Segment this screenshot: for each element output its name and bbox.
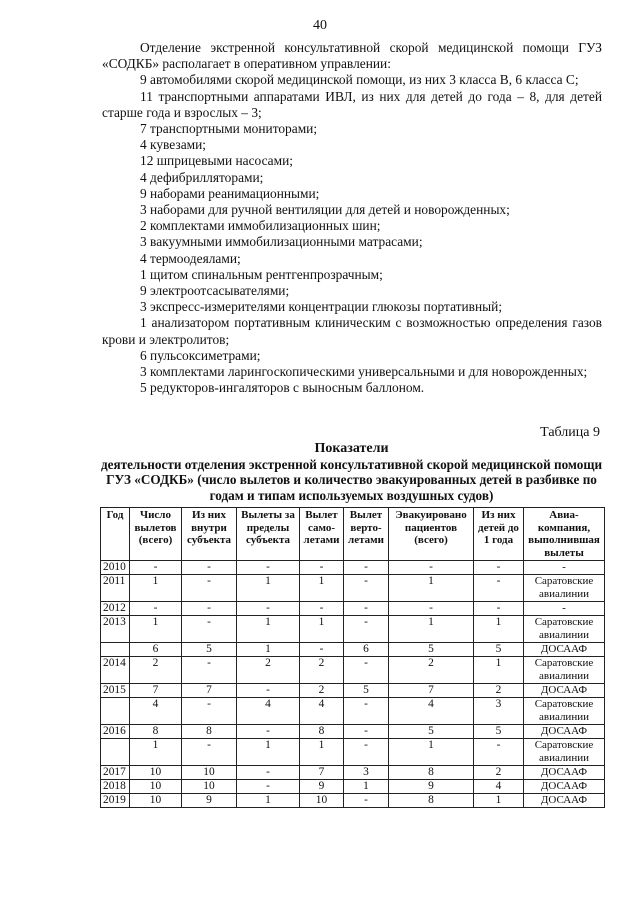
- table-cell: -: [389, 602, 474, 616]
- equipment-item: 3 комплектами ларингоскопическими универсальными и для новорожденных;: [140, 364, 588, 380]
- table-cell: -: [182, 739, 237, 766]
- table-body: [101, 561, 605, 808]
- page-number: 40: [313, 18, 327, 33]
- equipment-item: 2 комплектами иммобилизационных шин;: [140, 218, 381, 234]
- year-cell: 2015: [101, 684, 130, 698]
- year-cell: 2012: [101, 602, 130, 616]
- table-cell: 8: [182, 725, 237, 739]
- table-subtitle: деятельности отделения экстренной консультативной скорой медицинской помощи ГУЗ «СОДКБ» (число вылетов и количество эвакуированных детей в разбивке по годам и типам используемых воздушных судов): [100, 456, 603, 503]
- table-cell: 4: [237, 698, 300, 725]
- table-cell: 8: [300, 725, 344, 739]
- airline-cell: Саратовские авиалинии: [524, 698, 605, 725]
- table-cell: -: [237, 602, 300, 616]
- equipment-item: 3 наборами для ручной вентиляции для детей и новорожденных;: [140, 202, 510, 218]
- table-cell: 2: [474, 684, 524, 698]
- airline-cell: ДОСААФ: [524, 725, 605, 739]
- table-cell: 4: [389, 698, 474, 725]
- table-cell: 7: [182, 684, 237, 698]
- table-row: [101, 766, 605, 780]
- table-cell: -: [182, 698, 237, 725]
- table-row: [101, 725, 605, 739]
- table-cell: 1: [389, 575, 474, 602]
- airline-cell: ДОСААФ: [524, 794, 605, 808]
- table-cell: 1: [130, 575, 182, 602]
- table-cell: 2: [389, 657, 474, 684]
- equipment-item: 6 пульсоксиметрами;: [140, 347, 261, 363]
- table-cell: 1: [237, 575, 300, 602]
- flights-table: [100, 507, 605, 808]
- year-cell: 2019: [101, 794, 130, 808]
- table-cell: 1: [344, 780, 389, 794]
- equipment-item: 3 вакуумными иммобилизационными матрасами;: [140, 234, 423, 250]
- table-cell: -: [344, 739, 389, 766]
- table-cell: -: [237, 725, 300, 739]
- table-cell: -: [344, 725, 389, 739]
- column-header: Год: [101, 508, 130, 561]
- table-cell: -: [474, 602, 524, 616]
- table-cell: -: [182, 575, 237, 602]
- year-cell: 2016: [101, 725, 130, 739]
- table-cell: 1: [300, 575, 344, 602]
- table-row: [101, 575, 605, 602]
- table-row: [101, 739, 605, 766]
- equipment-item: 4 дефибрилляторами;: [140, 169, 264, 185]
- table-cell: 1: [130, 616, 182, 643]
- table-cell: -: [130, 561, 182, 575]
- table-cell: 2: [237, 657, 300, 684]
- table-cell: 1: [300, 616, 344, 643]
- table-cell: 5: [344, 684, 389, 698]
- table-cell: -: [182, 657, 237, 684]
- table-cell: 4: [300, 698, 344, 725]
- table-cell: 2: [300, 657, 344, 684]
- airline-cell: -: [524, 602, 605, 616]
- table-cell: 5: [474, 643, 524, 657]
- column-header: Из них внутри субъекта: [182, 508, 237, 561]
- equipment-item: 12 шприцевыми насосами;: [140, 153, 293, 169]
- table-label: Таблица 9: [540, 425, 600, 440]
- table-cell: 1: [474, 657, 524, 684]
- table-cell: -: [344, 575, 389, 602]
- column-header: Число вылетов (всего): [130, 508, 182, 561]
- table-cell: -: [474, 575, 524, 602]
- year-cell: [101, 643, 130, 657]
- column-header: Эвакуировано пациентов (всего): [389, 508, 474, 561]
- table-cell: -: [344, 657, 389, 684]
- table-cell: 2: [474, 766, 524, 780]
- table-row: [101, 780, 605, 794]
- table-cell: 7: [130, 684, 182, 698]
- body-text: [102, 40, 602, 396]
- table-row: [101, 561, 605, 575]
- year-cell: [101, 698, 130, 725]
- table-cell: 9: [182, 794, 237, 808]
- table-cell: 1: [237, 794, 300, 808]
- table-cell: 4: [474, 780, 524, 794]
- equipment-item: 7 транспортными мониторами;: [140, 121, 318, 137]
- table-cell: -: [300, 561, 344, 575]
- table-heading: Показатели: [314, 441, 389, 456]
- year-cell: [101, 739, 130, 766]
- table-cell: 1: [237, 739, 300, 766]
- airline-cell: ДОСААФ: [524, 684, 605, 698]
- airline-cell: ДОСААФ: [524, 766, 605, 780]
- table-cell: 8: [389, 794, 474, 808]
- table-cell: -: [344, 602, 389, 616]
- year-cell: 2018: [101, 780, 130, 794]
- equipment-item: 9 автомобилями скорой медицинской помощи, из них 3 класса В, 6 класса С;: [140, 72, 579, 88]
- year-cell: 2010: [101, 561, 130, 575]
- year-cell: 2014: [101, 657, 130, 684]
- airline-cell: ДОСААФ: [524, 780, 605, 794]
- airline-cell: ДОСААФ: [524, 643, 605, 657]
- table-cell: 5: [474, 725, 524, 739]
- table-row: [101, 698, 605, 725]
- table-cell: 10: [130, 780, 182, 794]
- intro-paragraph: Отделение экстренной консультативной скорой медицинской помощи ГУЗ «СОДКБ» располагает в оперативном управлении:: [102, 40, 602, 72]
- table-cell: -: [389, 561, 474, 575]
- table-cell: -: [300, 602, 344, 616]
- equipment-item: 4 термоодеялами;: [140, 250, 241, 266]
- table-cell: -: [474, 561, 524, 575]
- table-cell: 10: [130, 766, 182, 780]
- column-header: Авиа-компания, выполнившая вылеты: [524, 508, 605, 561]
- equipment-item: 5 редукторов-ингаляторов с выносным баллоном.: [140, 380, 425, 396]
- table-row: [101, 616, 605, 643]
- table-cell: -: [344, 794, 389, 808]
- table-cell: 1: [237, 643, 300, 657]
- airline-cell: -: [524, 561, 605, 575]
- table-cell: 5: [389, 725, 474, 739]
- equipment-item: 1 щитом спинальным рентгенпрозрачным;: [140, 266, 383, 282]
- equipment-item: 9 электроотсасывателями;: [140, 283, 290, 299]
- table-cell: -: [344, 698, 389, 725]
- table-cell: 9: [389, 780, 474, 794]
- table-cell: 2: [300, 684, 344, 698]
- airline-cell: Саратовские авиалинии: [524, 575, 605, 602]
- table-cell: 1: [389, 739, 474, 766]
- table-cell: 10: [300, 794, 344, 808]
- table-cell: 8: [130, 725, 182, 739]
- table-cell: -: [344, 616, 389, 643]
- table-title: [100, 441, 603, 503]
- table-row: [101, 643, 605, 657]
- table-cell: -: [344, 561, 389, 575]
- table-cell: 6: [130, 643, 182, 657]
- table-cell: -: [237, 780, 300, 794]
- table-row: [101, 794, 605, 808]
- year-cell: 2011: [101, 575, 130, 602]
- equipment-item: 4 кувезами;: [140, 137, 206, 153]
- table-cell: 10: [130, 794, 182, 808]
- table-cell: 1: [474, 794, 524, 808]
- column-header: Из них детей до 1 года: [474, 508, 524, 561]
- table-cell: 4: [130, 698, 182, 725]
- table-cell: -: [474, 739, 524, 766]
- equipment-item: 3 экспресс-измерителями концентрации глюкозы портативный;: [140, 299, 503, 315]
- table-cell: -: [300, 643, 344, 657]
- table-cell: 1: [300, 739, 344, 766]
- table-cell: -: [182, 616, 237, 643]
- airline-cell: Саратовские авиалинии: [524, 657, 605, 684]
- table-cell: 10: [182, 780, 237, 794]
- equipment-item: 11 транспортными аппаратами ИВЛ, из них для детей до года – 8, для детей старше года и взрослых – 3;: [102, 88, 602, 120]
- table-row: [101, 657, 605, 684]
- equipment-item: 1 анализатором портативным клиническим с возможностью определения газов крови и электролитов;: [102, 315, 602, 347]
- table-cell: -: [182, 561, 237, 575]
- year-cell: 2013: [101, 616, 130, 643]
- table-cell: 6: [344, 643, 389, 657]
- table-cell: -: [182, 602, 237, 616]
- table-cell: -: [237, 684, 300, 698]
- airline-cell: Саратовские авиалинии: [524, 739, 605, 766]
- table-cell: -: [237, 766, 300, 780]
- table-row: [101, 602, 605, 616]
- table-cell: 5: [182, 643, 237, 657]
- table-cell: -: [130, 602, 182, 616]
- airline-cell: Саратовские авиалинии: [524, 616, 605, 643]
- table-cell: 7: [389, 684, 474, 698]
- table-cell: 10: [182, 766, 237, 780]
- table-cell: 1: [237, 616, 300, 643]
- table-cell: 5: [389, 643, 474, 657]
- column-header: Вылеты за пределы субъекта: [237, 508, 300, 561]
- table-cell: -: [237, 561, 300, 575]
- table-cell: 9: [300, 780, 344, 794]
- column-header: Вылет верто-летами: [344, 508, 389, 561]
- table-cell: 2: [130, 657, 182, 684]
- table-header-row: [101, 508, 605, 561]
- year-cell: 2017: [101, 766, 130, 780]
- equipment-item: 9 наборами реанимационными;: [140, 185, 320, 201]
- table-cell: 3: [474, 698, 524, 725]
- table-cell: 1: [474, 616, 524, 643]
- table-cell: 8: [389, 766, 474, 780]
- table-cell: 3: [344, 766, 389, 780]
- table-row: [101, 684, 605, 698]
- table-cell: 7: [300, 766, 344, 780]
- column-header: Вылет само-летами: [300, 508, 344, 561]
- table-cell: 1: [389, 616, 474, 643]
- table-cell: 1: [130, 739, 182, 766]
